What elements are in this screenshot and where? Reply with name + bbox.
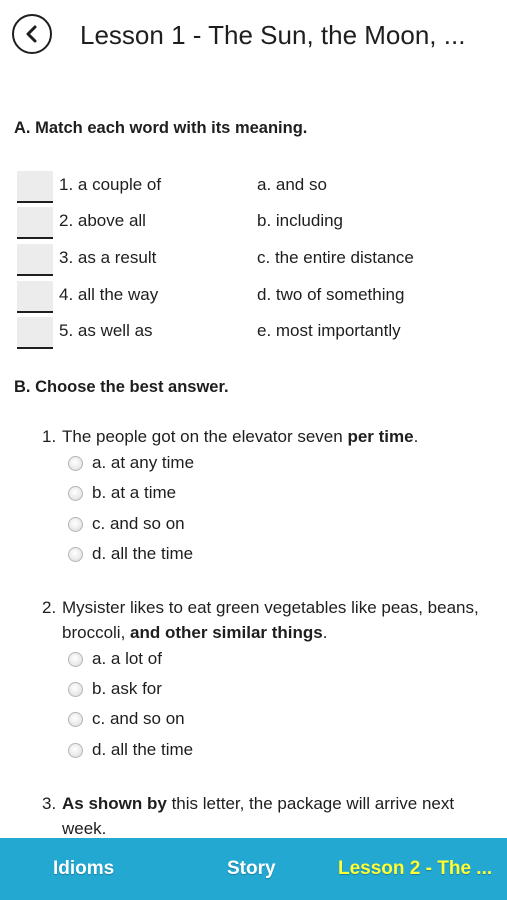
- match-word: 2. above all: [59, 211, 146, 230]
- answer-blank[interactable]: [17, 207, 53, 239]
- match-word: 4. all the way: [59, 285, 159, 304]
- radio-button[interactable]: [68, 682, 83, 697]
- option-label: c. and so on: [92, 709, 185, 728]
- question-1: [42, 424, 492, 449]
- header: [0, 0, 507, 72]
- question-number: 2.: [42, 598, 57, 617]
- highlighted-phrase: As shown by: [62, 794, 167, 813]
- option-label: a. a lot of: [92, 649, 162, 668]
- section-b-title: B. Choose the best answer.: [14, 378, 229, 396]
- option-label: a. at any time: [92, 453, 195, 472]
- match-meaning: e. most importantly: [257, 321, 401, 340]
- match-row: [0, 175, 507, 211]
- radio-button[interactable]: [68, 517, 83, 532]
- question-text: As shown by this letter, the package will arrive next week.: [62, 794, 455, 838]
- question-text: The people got on the elevator seven per time.: [62, 427, 419, 446]
- answer-blank[interactable]: [17, 317, 53, 349]
- match-meaning: a. and so: [257, 175, 327, 194]
- question-2: [42, 595, 492, 645]
- question-3: [42, 791, 492, 838]
- match-row: [0, 321, 507, 357]
- nav-story[interactable]: Story: [227, 858, 276, 879]
- nav-next-lesson[interactable]: Lesson 2 - The ...: [338, 858, 493, 879]
- bottom-nav: [0, 838, 507, 900]
- back-button[interactable]: [12, 14, 52, 54]
- radio-button[interactable]: [68, 547, 83, 562]
- highlighted-phrase: per time: [347, 427, 414, 446]
- question-number: 1.: [42, 427, 57, 446]
- page-title: Lesson 1 - The Sun, the Moon, ...: [80, 20, 466, 50]
- chevron-left-icon: [24, 24, 40, 44]
- match-meaning: c. the entire distance: [257, 248, 414, 267]
- answer-blank[interactable]: [17, 171, 53, 203]
- match-word: 3. as a result: [59, 248, 157, 267]
- answer-blank[interactable]: [17, 244, 53, 276]
- question-text: Mysister likes to eat green vegetables like peas, beans, broccoli, and other similar things.: [62, 598, 479, 642]
- radio-button[interactable]: [68, 743, 83, 758]
- option-label: c. and so on: [92, 514, 185, 533]
- radio-button[interactable]: [68, 652, 83, 667]
- nav-idioms[interactable]: Idioms: [53, 858, 115, 879]
- option-label: b. ask for: [92, 679, 162, 698]
- match-row: [0, 211, 507, 247]
- option-label: d. all the time: [92, 740, 194, 759]
- question-number: 3.: [42, 794, 57, 813]
- match-row: [0, 285, 507, 321]
- section-a-title: A. Match each word with its meaning.: [14, 119, 308, 137]
- option-label: b. at a time: [92, 483, 177, 502]
- option-label: d. all the time: [92, 544, 194, 563]
- match-word: 1. a couple of: [59, 175, 162, 194]
- match-row: [0, 248, 507, 284]
- match-meaning: b. including: [257, 211, 344, 230]
- radio-button[interactable]: [68, 456, 83, 471]
- lesson-content[interactable]: [0, 72, 507, 838]
- answer-blank[interactable]: [17, 281, 53, 313]
- radio-button[interactable]: [68, 486, 83, 501]
- match-word: 5. as well as: [59, 321, 153, 340]
- match-meaning: d. two of something: [257, 285, 405, 304]
- radio-button[interactable]: [68, 712, 83, 727]
- highlighted-phrase: and other similar things: [130, 623, 323, 642]
